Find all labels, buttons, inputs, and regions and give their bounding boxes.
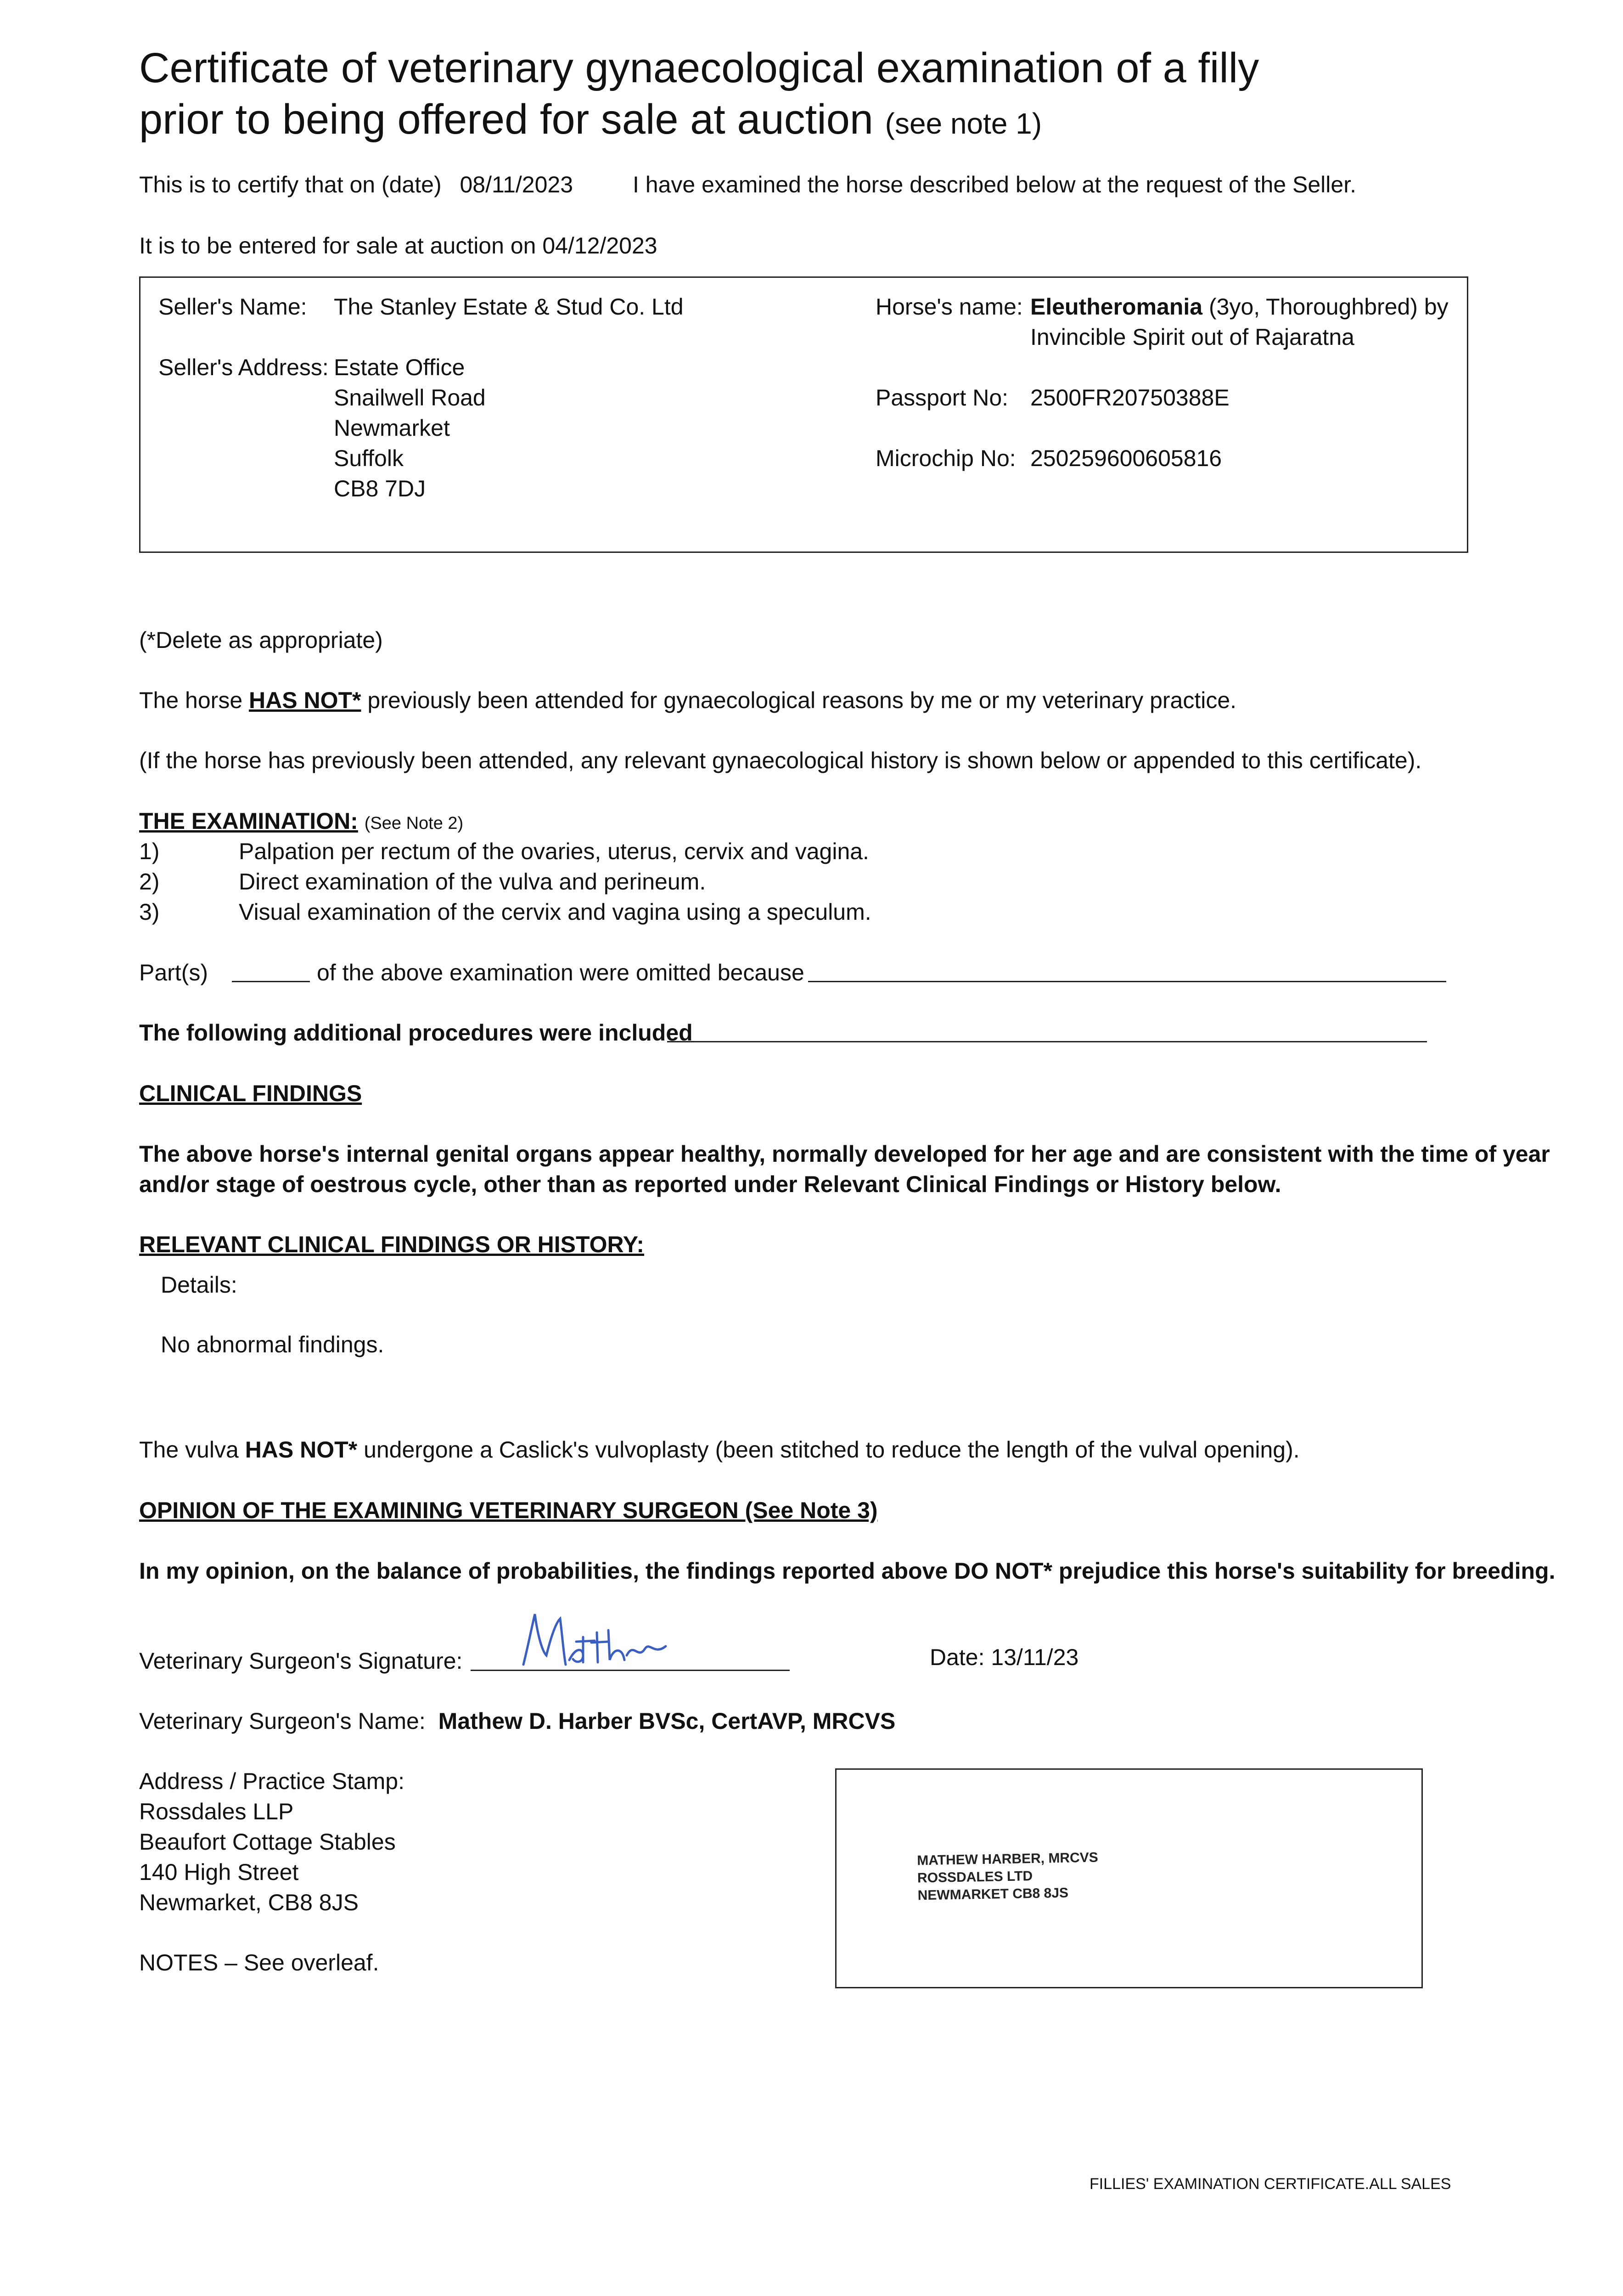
practice-label: Address / Practice Stamp: [139, 1768, 405, 1794]
additional-procedures-line [667, 1041, 1427, 1042]
opinion-heading: OPINION OF THE EXAMINING VETERINARY SURGEON (See Note 3) [139, 1497, 878, 1523]
seller-address-line: Suffolk [334, 445, 404, 471]
attended-note: (If the horse has previously been attended, any relevant gynaecological history is shown below or appended to this certificate). [139, 748, 1422, 773]
exam-item-text: Visual examination of the cervix and vagina using a speculum. [239, 899, 871, 925]
details-label: Details: [161, 1272, 237, 1298]
practice-line: Beaufort Cottage Stables [139, 1829, 396, 1855]
certify-prefix: This is to certify that on (date) [139, 172, 442, 197]
passport-label: Passport No: [876, 385, 1009, 411]
surgeon-name: Mathew D. Harber BVSc, CertAVP, MRCVS [438, 1708, 896, 1734]
exam-item-num: 1) [139, 838, 160, 864]
certify-suffix: I have examined the horse described below at the request of the Seller. [633, 172, 1356, 197]
seller-address-line: Newmarket [334, 415, 450, 441]
signature-scribble [514, 1605, 670, 1674]
auction-line: It is to be entered for sale at auction on 04/12/2023 [139, 233, 657, 259]
practice-line: Newmarket, CB8 8JS [139, 1890, 359, 1915]
examination-heading: THE EXAMINATION: [139, 808, 358, 834]
examination-heading-note: (See Note 2) [364, 814, 464, 833]
seller-name: The Stanley Estate & Stud Co. Ltd [334, 294, 684, 320]
clinical-heading: CLINICAL FINDINGS [139, 1080, 362, 1106]
horse-name: Eleutheromania [1030, 294, 1203, 320]
examination-heading-line [139, 806, 463, 838]
delete-note: (*Delete as appropriate) [139, 627, 383, 653]
opinion-statement: In my opinion, on the balance of probabilities, the findings reported above DO NOT* prejudice this horse's suitability for breeding. [139, 1558, 1556, 1584]
notes-line: NOTES – See overleaf. [139, 1950, 379, 1975]
title-line-1: Certificate of veterinary gynaecological examination of a filly [139, 45, 1259, 91]
vulva-suffix: undergone a Caslick's vulvoplasty (been stitched to reduce the length of the vulval opening). [364, 1437, 1300, 1463]
omitted-prefix: Part(s) [139, 960, 208, 985]
attended-prefix: The horse [139, 687, 243, 713]
details-text: No abnormal findings. [161, 1332, 384, 1357]
title-line-2 [139, 94, 1259, 149]
practice-line: 140 High Street [139, 1859, 299, 1885]
seller-address-line: CB8 7DJ [334, 476, 426, 501]
clinical-statement-line-1: The above horse's internal genital organs appear healthy, normally developed for her age and are consistent with the time of year [139, 1141, 1550, 1167]
seller-address-line: Estate Office [334, 355, 465, 380]
seller-address-line: Snailwell Road [334, 385, 486, 411]
vulva-emph: HAS NOT* [245, 1437, 358, 1463]
signature-date: Date: 13/11/23 [930, 1644, 1079, 1670]
practice-line: Rossdales LLP [139, 1799, 294, 1824]
omitted-suffix: of the above examination were omitted because [317, 960, 804, 985]
omitted-reason-line [808, 981, 1446, 982]
relevant-heading: RELEVANT CLINICAL FINDINGS OR HISTORY: [139, 1232, 645, 1257]
certify-line [139, 170, 573, 199]
clinical-statement-line-2: and/or stage of oestrous cycle, other than as reported under Relevant Clinical Findings or History below. [139, 1171, 1281, 1197]
horse-details: (3yo, Thoroughbred) by [1209, 294, 1449, 320]
seller-name-label: Seller's Name: [158, 294, 307, 320]
microchip-number: 250259600605816 [1030, 445, 1222, 471]
additional-procedures: The following additional procedures were included [139, 1020, 693, 1046]
horse-name-label: Horse's name: [876, 294, 1023, 320]
title-line-2-text: prior to being offered for sale at auction [139, 96, 874, 143]
omitted-parts-line [232, 981, 310, 982]
exam-item-num: 3) [139, 899, 160, 925]
seller-address-label: Seller's Address: [158, 355, 329, 380]
attended-statement [139, 686, 1236, 715]
microchip-label: Microchip No: [876, 445, 1016, 471]
horse-name-line [1030, 292, 1449, 321]
title-note: (see note 1) [885, 107, 1042, 140]
attended-suffix: previously been attended for gynaecological reasons by me or my veterinary practice. [367, 687, 1237, 713]
stamp-line: ROSSDALES LTD [917, 1868, 1033, 1886]
page-title [139, 42, 1259, 149]
passport-number: 2500FR20750388E [1030, 385, 1230, 411]
exam-item-num: 2) [139, 869, 160, 895]
practice-stamp [917, 1849, 1099, 1905]
surgeon-name-label: Veterinary Surgeon's Name: [139, 1708, 426, 1734]
exam-item-text: Palpation per rectum of the ovaries, uterus, cervix and vagina. [239, 838, 869, 864]
horse-pedigree: Invincible Spirit out of Rajaratna [1030, 324, 1354, 350]
exam-item-text: Direct examination of the vulva and perineum. [239, 869, 706, 895]
stamp-line: NEWMARKET CB8 8JS [917, 1885, 1069, 1903]
stamp-line: MATHEW HARBER, MRCVS [917, 1850, 1099, 1868]
attended-emph: HAS NOT* [249, 687, 361, 713]
signature-label: Veterinary Surgeon's Signature: [139, 1648, 463, 1674]
vulva-prefix: The vulva [139, 1437, 239, 1463]
surgeon-name-line [139, 1706, 895, 1736]
certify-date: 08/11/2023 [460, 172, 573, 197]
vulva-statement [139, 1435, 1300, 1464]
footer-label: FILLIES' EXAMINATION CERTIFICATE.ALL SALES [1089, 2175, 1451, 2193]
